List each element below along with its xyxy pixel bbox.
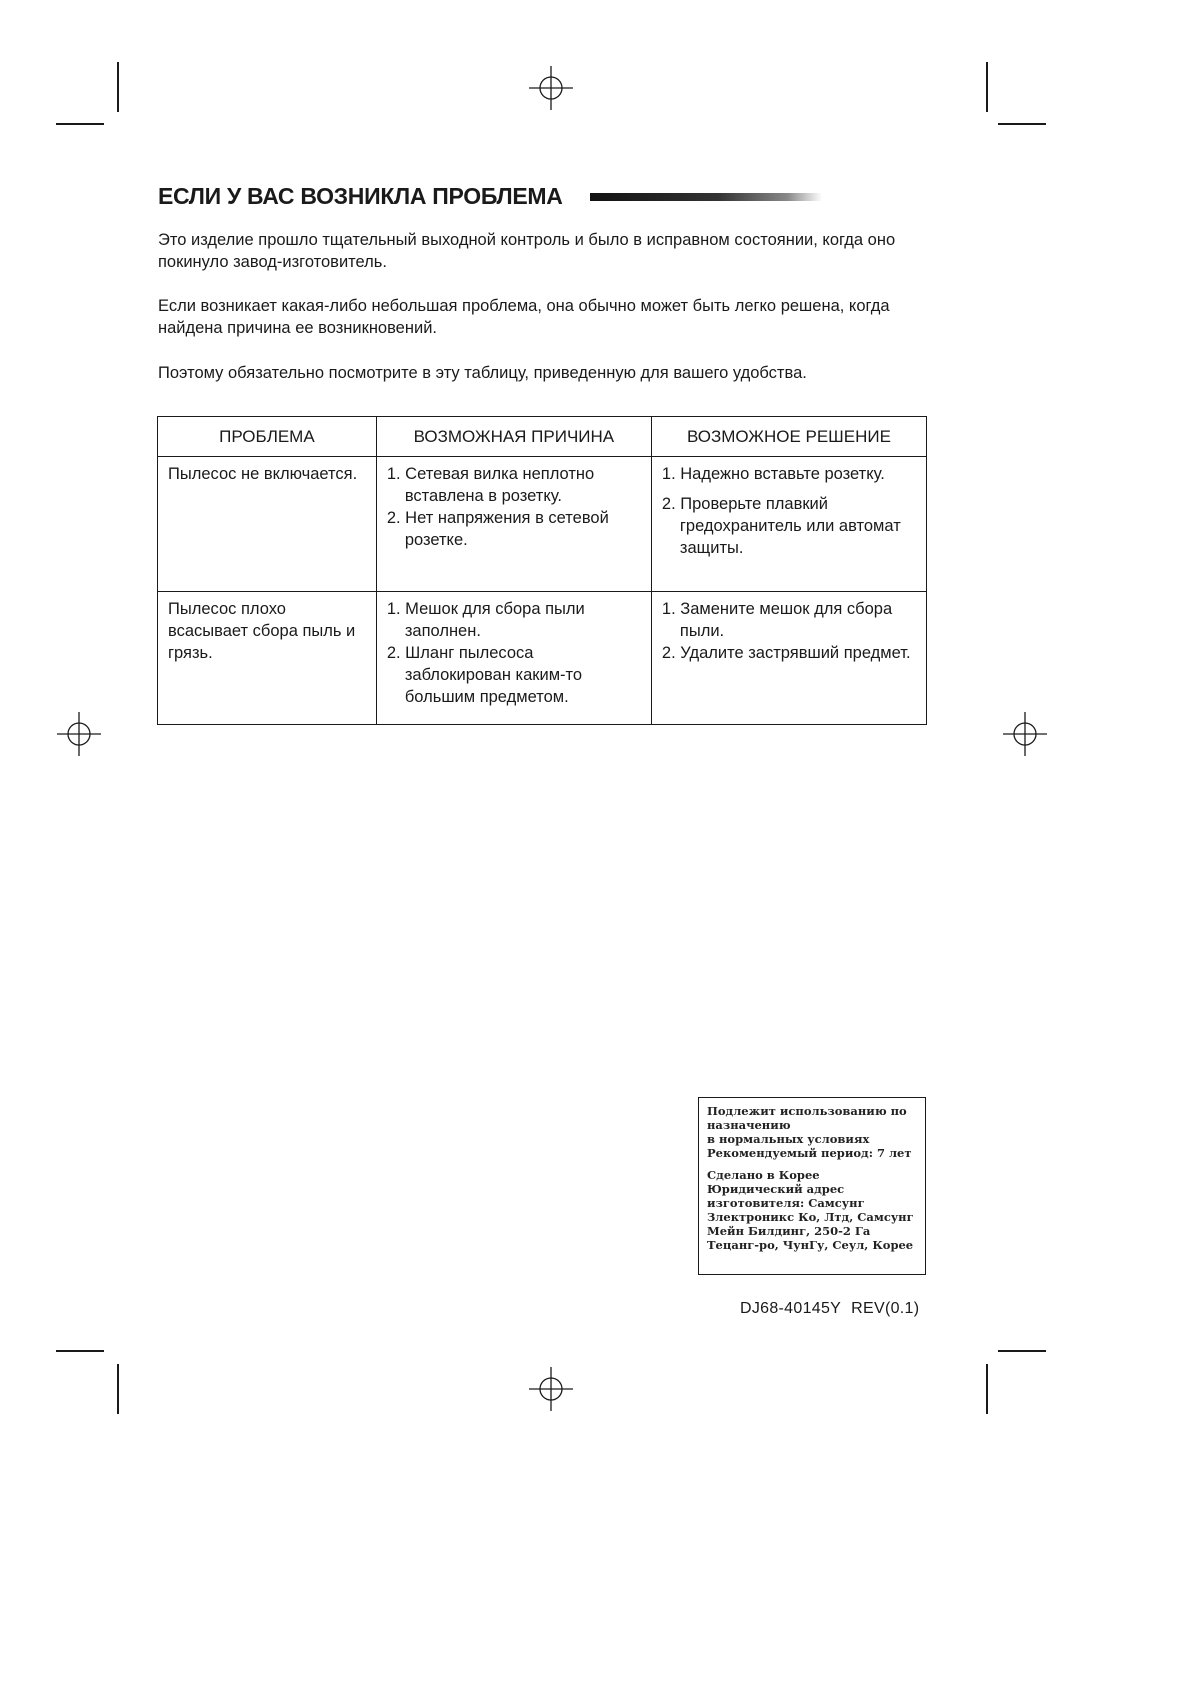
revision: REV(0.1) — [851, 1300, 920, 1317]
solution-item: 2. Удалите застрявший предмет. — [661, 644, 911, 662]
registration-mark-icon — [1003, 712, 1047, 756]
cause-cell — [376, 592, 651, 725]
troubleshooting-table — [157, 416, 927, 725]
table-row — [158, 457, 927, 592]
crop-mark — [117, 1364, 119, 1414]
crop-mark — [986, 1364, 988, 1414]
intro-paragraph: Поэтому обязательно посмотрите в эту таблицу, приведенную для вашего удобства. — [158, 364, 807, 382]
cause-cell — [376, 457, 651, 592]
header-cause: ВОЗМОЖНАЯ ПРИЧИНА — [376, 417, 651, 457]
document-code — [740, 1300, 919, 1318]
cause-item: 1. Мешок для сбора пыли заполнен. — [386, 600, 585, 640]
page-title: ЕСЛИ У ВАС ВОЗНИКЛА ПРОБЛЕМА — [158, 183, 563, 209]
registration-mark-icon — [529, 66, 573, 110]
solution-cell — [651, 592, 926, 725]
usage-text: Подлежит использованию по назначению — [707, 1104, 907, 1132]
intro-paragraph: Если возникает какая-либо небольшая проблема, она обычно может быть легко решена, когда найдена причина ее возникновений. — [158, 297, 890, 337]
table-row — [158, 592, 927, 725]
section-header — [158, 183, 828, 213]
intro-paragraph: Это изделие прошло тщательный выходной контроль и было в исправном состоянии, когда оно покинуло завод-изготовитель. — [158, 231, 896, 271]
cause-item: 2. Шланг пылесоса заблокирован каким-то большим предметом. — [386, 644, 583, 706]
doc-number: DJ68-40145Y — [740, 1300, 842, 1317]
crop-mark — [998, 123, 1046, 125]
manufacturer-info-box — [698, 1097, 926, 1275]
crop-mark — [56, 1350, 104, 1352]
solution-item: 2. Проверьте плавкий гредохранитель или автомат защиты. — [661, 495, 901, 557]
problem-cell: Пылесос не включается. — [158, 457, 377, 592]
cause-item: 2. Нет напряжения в сетевой розетке. — [386, 509, 609, 549]
registration-mark-icon — [57, 712, 101, 756]
crop-mark — [986, 62, 988, 112]
solution-item: 1. Замените мешок для сбора пыли. — [661, 600, 893, 640]
header-solution: ВОЗМОЖНОЕ РЕШЕНИЕ — [651, 417, 926, 457]
crop-mark — [56, 123, 104, 125]
solution-cell — [651, 457, 926, 592]
solution-item: 1. Надежно вставьте розетку. — [661, 465, 885, 483]
made-in: Сделано в Корее — [707, 1168, 820, 1182]
crop-mark — [998, 1350, 1046, 1352]
table-header-row — [158, 417, 927, 457]
service-period: Рекомендуемый период: 7 лет — [707, 1146, 912, 1160]
registration-mark-icon — [529, 1367, 573, 1411]
legal-address: Юридический адрес изготовителя: Самсунг Злектроникс Ко, Лтд, Самсунг Мейн Билдинг, 250-2 Га Тецанг-ро, ЧунГу, Сеул, Корее — [707, 1182, 914, 1252]
title-rule — [590, 193, 822, 201]
crop-mark — [117, 62, 119, 112]
cause-item: 1. Сетевая вилка неплотно вставлена в розетку. — [386, 465, 595, 505]
usage-text: в нормальных условиях — [707, 1132, 870, 1146]
header-problem: ПРОБЛЕМА — [158, 417, 377, 457]
problem-cell: Пылесос плохо всасывает сбора пыль и грязь. — [158, 592, 377, 725]
